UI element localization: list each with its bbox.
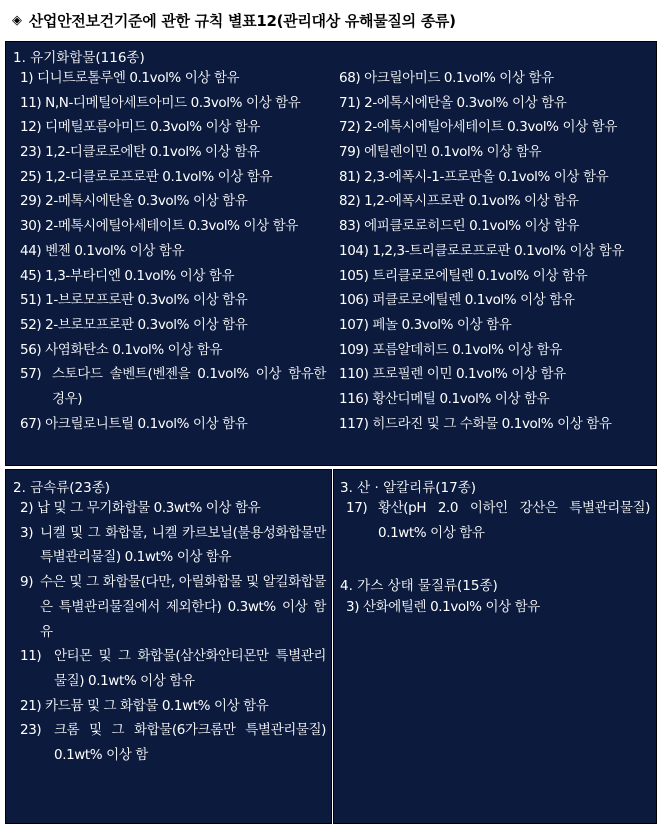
- item-text: 디메틸포름아미드 0.3vol% 이상 함유: [45, 119, 261, 136]
- item-number: 71): [339, 94, 361, 111]
- item-text: 1,2-디클로로프로판 0.1vol% 이상 함유: [45, 168, 273, 185]
- list-item: [339, 338, 655, 363]
- item-text: 히드라진 및 그 수화물 0.1vol% 이상 함유: [372, 415, 612, 432]
- item-text: 1,3-부타디엔 0.1vol% 이상 함유: [45, 267, 235, 284]
- item-number: 56): [20, 341, 42, 358]
- list-item: [20, 165, 326, 190]
- list-item: [339, 362, 655, 387]
- list-item: [20, 140, 326, 165]
- list-item: [20, 313, 326, 338]
- list-item: [339, 264, 655, 289]
- item-text: 황산디메틸 0.1vol% 이상 함유: [372, 390, 550, 407]
- item-number: 68): [339, 70, 361, 86]
- item-text: 산화에틸렌 0.1vol% 이상 함유: [362, 599, 540, 615]
- item-text: 트리클로로에틸렌 0.1vol% 이상 함유: [372, 267, 588, 284]
- item-number: 57): [20, 366, 42, 383]
- item-number: 106): [339, 292, 369, 309]
- item-number: 105): [339, 267, 369, 284]
- item-text: 아크릴로니트릴 0.1vol% 이상 함유: [45, 415, 248, 432]
- item-number: 3): [20, 524, 34, 541]
- section-heading-organic: 1. 유기화합물(116종): [13, 50, 145, 66]
- item-text: 2-에톡시에틸아세테이트 0.3vol% 이상 함유: [364, 119, 617, 136]
- item-number: 29): [20, 193, 42, 210]
- list-item: [339, 66, 655, 91]
- item-text: 아크릴아미드 0.1vol% 이상 함유: [364, 70, 554, 86]
- item-number: 104): [339, 242, 369, 259]
- item-text: 카드뮴 및 그 화합물 0.1wt% 이상 함유: [45, 697, 269, 714]
- list-item: [346, 496, 650, 545]
- list-item: [339, 115, 655, 140]
- organic-right-list: [339, 66, 655, 436]
- item-number: 9): [20, 574, 34, 591]
- item-number: 11): [20, 648, 42, 665]
- item-text: 퍼클로로에틸렌 0.1vol% 이상 함유: [372, 292, 575, 309]
- organic-compounds-panel: [5, 41, 657, 466]
- section-heading-gas: 4. 가스 상태 물질류(15종): [340, 578, 498, 594]
- list-item: [20, 66, 326, 91]
- item-number: 72): [339, 119, 361, 136]
- list-item: [20, 694, 326, 719]
- item-text: 수은 및 그 화합물(다만, 아릴화합물 및 알킬화합물은 특별관리물질에서 제외한다) 0.3wt% 이상 함유: [40, 574, 326, 640]
- item-text: 니켈 및 그 화합물, 니켈 카르보닐(불용성화합물만 특별관리물질) 0.1wt% 이상 함유: [40, 524, 326, 566]
- list-item: [20, 570, 326, 644]
- metals-panel: [5, 469, 332, 824]
- item-text: 황산(pH 2.0 이하인 강산은 특별관리물질) 0.1wt% 이상 함유: [378, 500, 650, 541]
- acid-alkali-list: [346, 496, 650, 545]
- item-number: 3): [346, 599, 360, 615]
- item-text: 크롬 및 그 화합물(6가크롬만 특별관리물질) 0.1wt% 이상 함: [54, 722, 326, 763]
- item-number: 67): [20, 415, 42, 432]
- acid-alkali-gas-panel: [333, 469, 657, 824]
- item-text: 벤젠 0.1vol% 이상 함유: [45, 242, 185, 259]
- item-number: 30): [20, 218, 42, 235]
- list-item: [20, 189, 326, 214]
- diamond-bullet-icon: ◈: [12, 12, 22, 28]
- list-item: [20, 214, 326, 239]
- item-text: 에틸렌이민 0.1vol% 이상 함유: [364, 144, 542, 161]
- item-text: 2-메톡시에탄올 0.3vol% 이상 함유: [45, 193, 248, 210]
- section-heading-metals: 2. 금속류(23종): [13, 480, 111, 496]
- list-item: [20, 718, 326, 767]
- list-item: [20, 644, 326, 693]
- item-number: 25): [20, 168, 42, 185]
- item-number: 82): [339, 193, 361, 210]
- list-item: [20, 521, 326, 570]
- item-text: 안티몬 및 그 화합물(삼산화안티몬만 특별관리물질) 0.1wt% 이상 함유: [54, 648, 326, 689]
- list-item: [339, 140, 655, 165]
- item-number: 51): [20, 292, 42, 309]
- item-number: 52): [20, 316, 42, 333]
- item-number: 83): [339, 218, 361, 235]
- list-item: [20, 288, 326, 313]
- item-number: 110): [339, 366, 369, 383]
- list-item: [339, 189, 655, 214]
- list-item: [20, 338, 326, 363]
- list-item: [339, 91, 655, 116]
- list-item: [20, 496, 326, 521]
- list-item: [339, 214, 655, 239]
- item-text: 2-메톡시에틸아세테이트 0.3vol% 이상 함유: [45, 218, 298, 235]
- list-item: [339, 313, 655, 338]
- item-number: 117): [339, 415, 369, 432]
- list-item: [20, 239, 326, 264]
- item-number: 116): [339, 390, 369, 407]
- item-text: N,N-디메틸아세트아미드 0.3vol% 이상 함유: [45, 94, 301, 111]
- list-item: [20, 91, 326, 116]
- list-item: [339, 165, 655, 190]
- item-text: 사염화탄소 0.1vol% 이상 함유: [45, 341, 223, 358]
- item-text: 납 및 그 무기화합물 0.3wt% 이상 함유: [36, 500, 261, 516]
- item-text: 2,3-에폭시-1-프로판올 0.1vol% 이상 함유: [364, 168, 609, 185]
- item-number: 23): [20, 144, 42, 161]
- list-item: [339, 412, 655, 437]
- list-item: [20, 115, 326, 140]
- item-number: 107): [339, 316, 369, 333]
- item-number: 1): [20, 70, 34, 86]
- list-item: [339, 288, 655, 313]
- list-item: [20, 264, 326, 289]
- item-text: 포름알데히드 0.1vol% 이상 함유: [372, 341, 562, 358]
- item-text: 디니트로톨루엔 0.1vol% 이상 함유: [36, 70, 240, 86]
- item-number: 2): [20, 500, 34, 516]
- section-heading-acid-alkali: 3. 산 · 알칼리류(17종): [340, 480, 477, 496]
- page-title-text: 산업안전보건기준에 관한 규칙 별표12(관리대상 유해물질의 종류): [28, 11, 456, 30]
- item-number: 12): [20, 119, 42, 136]
- list-item: [339, 239, 655, 264]
- item-number: 109): [339, 341, 369, 358]
- list-item: [339, 387, 655, 412]
- item-number: 21): [20, 697, 42, 714]
- item-number: 81): [339, 168, 361, 185]
- list-item: [20, 412, 326, 437]
- item-number: 23): [20, 722, 42, 739]
- item-text: 페놀 0.3vol% 이상 함유: [372, 316, 512, 333]
- item-text: 2-브로모프로판 0.3vol% 이상 함유: [45, 316, 248, 333]
- item-text: 에피클로로히드린 0.1vol% 이상 함유: [364, 218, 580, 235]
- organic-left-list: [20, 66, 326, 436]
- item-number: 17): [346, 500, 368, 516]
- item-number: 11): [20, 94, 42, 111]
- item-text: 스토다드 솔벤트(벤젠을 0.1vol% 이상 함유한 경우): [52, 366, 326, 407]
- item-text: 1,2-에폭시프로판 0.1vol% 이상 함유: [364, 193, 579, 210]
- metals-list: [20, 496, 326, 768]
- item-number: 79): [339, 144, 361, 161]
- item-number: 45): [20, 267, 42, 284]
- list-item: [346, 595, 650, 620]
- item-number: 44): [20, 242, 42, 259]
- page-title: [12, 8, 456, 32]
- item-text: 2-에톡시에탄올 0.3vol% 이상 함유: [364, 94, 567, 111]
- item-text: 1-브로모프로판 0.3vol% 이상 함유: [45, 292, 248, 309]
- item-text: 프로필렌 이민 0.1vol% 이상 함유: [372, 366, 566, 383]
- gas-list: [346, 595, 650, 620]
- item-text: 1,2-디클로로에탄 0.1vol% 이상 함유: [45, 144, 260, 161]
- item-text: 1,2,3-트리클로로프로판 0.1vol% 이상 함유: [372, 242, 625, 259]
- list-item: [20, 362, 326, 411]
